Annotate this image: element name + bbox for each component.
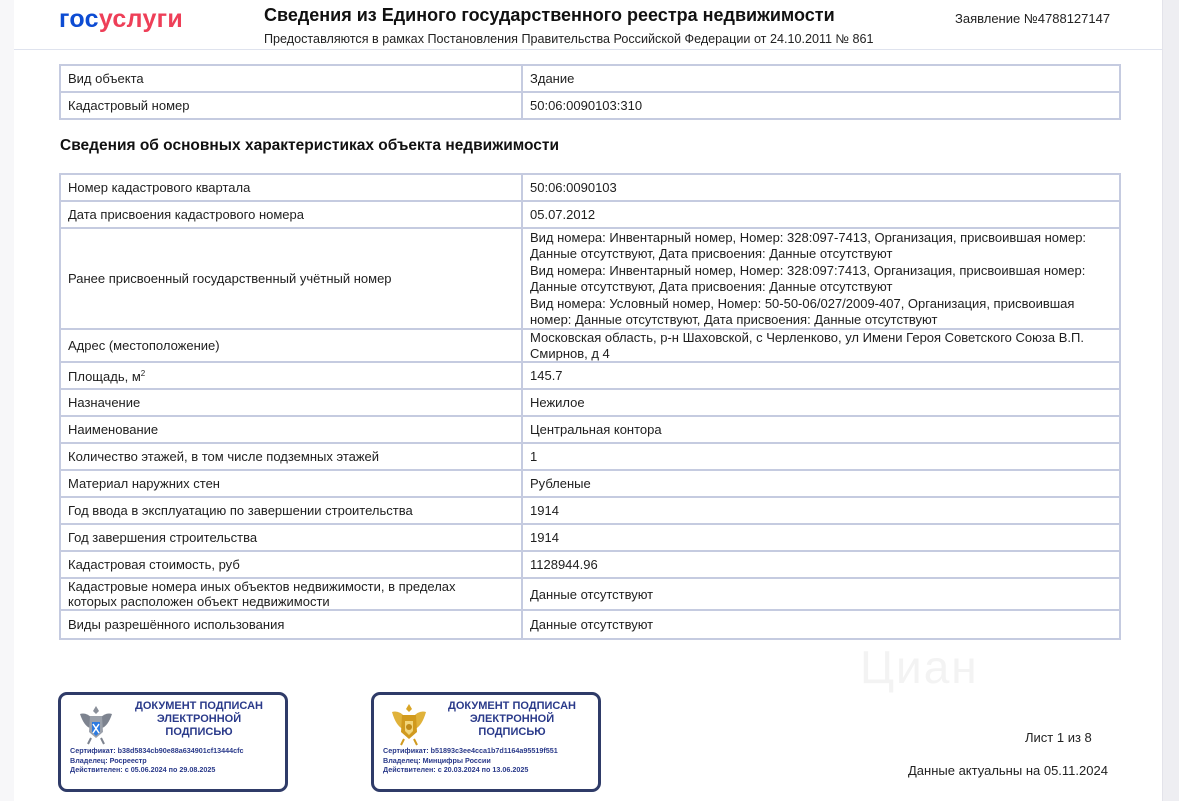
page-number: Лист 1 из 8: [1025, 730, 1092, 745]
stamp-title: [119, 700, 279, 739]
row-key: [60, 362, 522, 389]
row-value: Данные отсутствуют: [522, 578, 1120, 610]
stamp-details: [70, 746, 244, 775]
row-key: Номер кадастрового квартала: [60, 174, 522, 201]
scrollbar-track[interactable]: [1162, 0, 1179, 801]
row-value: 1914: [522, 497, 1120, 524]
table-row: [60, 470, 1120, 497]
row-key: Дата присвоения кадастрового номера: [60, 201, 522, 228]
row-key: Назначение: [60, 389, 522, 416]
row-value: [522, 329, 1120, 362]
row-value: Данные отсутствуют: [522, 610, 1120, 639]
row-key: Кадастровая стоимость, руб: [60, 551, 522, 578]
table-row: [60, 389, 1120, 416]
table-row: [60, 201, 1120, 228]
row-key: Кадастровый номер: [60, 92, 522, 119]
table-row: [60, 497, 1120, 524]
stamp-valid: Действителен: с 20.03.2024 по 13.06.2025: [383, 765, 529, 774]
row-value: Здание: [522, 65, 1120, 92]
stamp-certificate: Сертификат: b38d5834cb90e88a634901cf13444cfc: [70, 746, 244, 755]
logo-part-gos: гос: [59, 5, 99, 33]
row-key: Виды разрешённого использования: [60, 610, 522, 639]
section-title: Сведения об основных характеристиках объекта недвижимости: [60, 137, 559, 154]
signature-stamp-rosreestr: [58, 692, 288, 792]
row-key: [60, 578, 522, 610]
value-line: номер: Данные отсутствуют, Дата присвоения: Данные отсутствуют: [530, 312, 938, 328]
value-line: Вид номера: Инвентарный номер, Номер: 328:097-7413, Организация, присвоившая номер:: [530, 230, 1087, 245]
row-key-text: Площадь, м: [68, 369, 141, 385]
row-value: 1: [522, 443, 1120, 470]
row-key: Год завершения строительства: [60, 524, 522, 551]
value-line: Вид номера: Инвентарный номер, Номер: 328:097:7413, Организация, присвоившая номер:: [530, 262, 1086, 278]
row-key: Год ввода в эксплуатацию по завершении строительства: [60, 497, 522, 524]
table-row: [60, 416, 1120, 443]
table-row: [60, 329, 1120, 362]
table-row: [60, 92, 1120, 119]
logo-part-uslugi: услуги: [98, 5, 184, 33]
value-line: Данные отсутствуют, Дата присвоения: Данные отсутствуют: [530, 246, 893, 262]
document-subtitle: Предоставляются в рамках Постановления Правительства Российской Федерации от 24.10.2011 № 861: [264, 32, 874, 46]
stamp-title-line: ЭЛЕКТРОННОЙ: [469, 713, 555, 725]
stamp-title-line: ЭЛЕКТРОННОЙ: [156, 713, 242, 725]
row-key: Количество этажей, в том числе подземных этажей: [60, 443, 522, 470]
left-margin: [0, 0, 14, 801]
row-value: 1914: [522, 524, 1120, 551]
row-value: 05.07.2012: [522, 201, 1120, 228]
key-line: Кадастровые номера иных объектов недвижимости, в пределах: [68, 579, 456, 595]
table-row: [60, 443, 1120, 470]
object-table: [59, 64, 1121, 120]
row-key: Вид объекта: [60, 65, 522, 92]
stamp-certificate: Сертификат: b51893c3ee4cca1b7d1164a95519f551: [383, 746, 558, 755]
stamp-title-line: ДОКУМЕНТ ПОДПИСАН: [448, 700, 576, 712]
table-row: [60, 551, 1120, 578]
russia-coat-of-arms-icon: [389, 702, 429, 746]
table-row: [60, 65, 1120, 92]
gosuslugi-logo[interactable]: [59, 5, 183, 34]
table-row: [60, 610, 1120, 639]
key-line: которых расположен объект недвижимости: [68, 594, 330, 610]
stamp-valid: Действителен: с 05.06.2024 по 29.08.2025: [70, 765, 216, 774]
table-row: [60, 524, 1120, 551]
document-title: Сведения из Единого государственного реестра недвижимости: [264, 5, 835, 25]
row-value: Рубленые: [522, 470, 1120, 497]
table-row: [60, 228, 1120, 329]
row-value: [522, 228, 1120, 329]
stamp-owner: Владелец: Росреестр: [70, 755, 147, 765]
table-row: [60, 578, 1120, 610]
stamp-owner: Владелец: Минцифры России: [383, 755, 491, 765]
stamp-title-line: ДОКУМЕНТ ПОДПИСАН: [135, 700, 263, 712]
row-value: 50:06:0090103:310: [522, 92, 1120, 119]
row-value: Центральная контора: [522, 416, 1120, 443]
rosreestr-emblem-icon: [76, 702, 116, 746]
stamp-title-line: ПОДПИСЬЮ: [165, 726, 233, 738]
stamp-title: [432, 700, 592, 739]
document-header: [14, 0, 1162, 50]
value-line: Данные отсутствуют, Дата присвоения: Данные отсутствуют: [530, 279, 893, 295]
application-number: Заявление №4788127147: [955, 11, 1111, 26]
superscript: 2: [140, 369, 146, 379]
value-line: Смирнов, д 4: [530, 345, 610, 361]
characteristics-table: [59, 173, 1121, 640]
row-value: Нежилое: [522, 389, 1120, 416]
row-value: 50:06:0090103: [522, 174, 1120, 201]
table-row: [60, 362, 1120, 389]
row-key: Ранее присвоенный государственный учётный номер: [60, 228, 522, 329]
stamp-title-line: ПОДПИСЬЮ: [478, 726, 546, 738]
row-value: 1128944.96: [522, 551, 1120, 578]
row-value: 145.7: [522, 362, 1120, 389]
stamp-details: [383, 746, 558, 775]
row-key: Адрес (местоположение): [60, 329, 522, 362]
signature-stamp-mintsifry: [371, 692, 601, 792]
value-line: Вид номера: Условный номер, Номер: 50-50-06/027/2009-407, Организация, присвоившая: [530, 295, 1075, 311]
cian-watermark: Циан: [860, 641, 979, 693]
row-key: Материал наружних стен: [60, 470, 522, 497]
data-actual-date: Данные актуальны на 05.11.2024: [908, 763, 1108, 778]
row-key: Наименование: [60, 416, 522, 443]
table-row: [60, 174, 1120, 201]
value-line: Московская область, р-н Шаховской, с Черленково, ул Имени Героя Советского Союза В.П.: [530, 330, 1084, 346]
